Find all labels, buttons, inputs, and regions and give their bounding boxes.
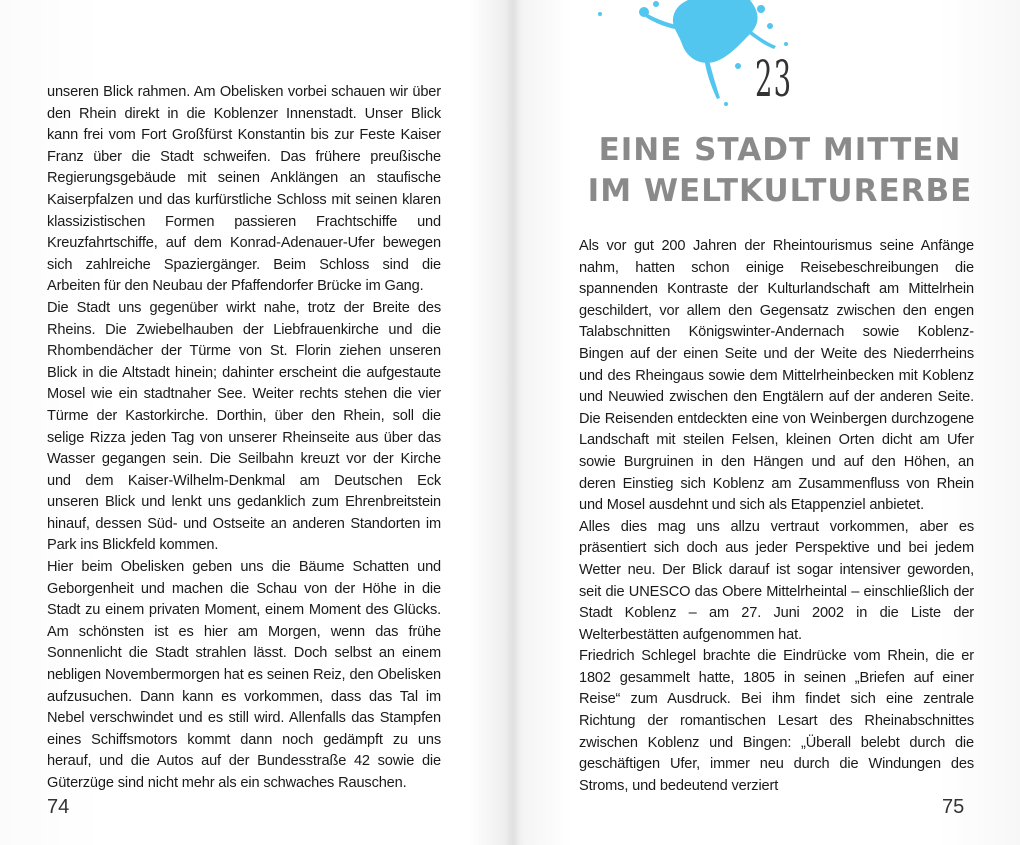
left-paragraph-3: Hier beim Obelisken geben uns die Bäume Schatten und Geborgenheit und machen die Schau von der Höhe in die Stadt zu einem privaten Moment, einem Moment des Glücks. Am schönsten ist es hier am Morgen, wenn das frühe Sonnenlicht die Stadt strahlen lässt. Doch selbst an einem nebligen Novembermorgen hat es seinen Reiz, den Obelisken aufzusuchen. Dann kann es vorkommen, dass das Tal im Nebel verschwindet und es still wird. Allenfalls das Stampfen eines Schiffsmotors kommt dann noch gedämpft zu uns herauf, und die Autos auf der Bundesstraße 42 sowie die Güterzüge sind nicht mehr als ein schwaches Rauschen. (47, 559, 441, 791)
right-page-number: 75 (942, 796, 965, 818)
left-page-number: 74 (47, 796, 70, 818)
left-paragraph-1: unseren Blick rahmen. Am Obelisken vorbei schauen wir über den Rhein direkt in die Koblenzer Innenstadt. Unser Blick kann frei vom Fort Großfürst Konstantin bis zur Feste Kaiser Franz über die Stadt schweifen. Das frühere preußische Regierungsgebäude mit seinen Anklängen an staufische Kaiserpfalzen und das kurfürstliche Schloss mit seinen klaren klassizistischen Formen passieren Frachtschiffe und Kreuzfahrtschiffe, auf dem Konrad-Adenauer-Ufer bewegen sich zahlreiche Spaziergänger. Beim Schloss sind die Arbeiten für den Neubau der Pfaffendorfer Brücke im Gang. (47, 84, 441, 295)
chapter-title-line-2: IM WELTKULTURERBE (587, 173, 973, 209)
book-gutter (505, 0, 525, 845)
left-page-text (47, 82, 441, 795)
right-paragraph-2: Alles dies mag uns allzu vertraut vorkommen, aber es präsentiert sich doch aus jeder Perspektive und bei jedem Wetter neu. Der Blick darauf ist sogar intensiver geworden, seit die UNESCO das Obere Mittelrheintal – einschließlich der Stadt Koblenz – am 27. Juni 2002 in die Liste der Welterbestätten aufgenommen hat. (579, 518, 974, 643)
right-paragraph-3: Friedrich Schlegel brachte die Eindrücke vom Rhein, die er 1802 gesammelt hatte, 1805 in seinen „Briefen auf einer Reise“ zum Ausdruck. Bei ihm findet sich eine zentrale Richtung der romantischen Lesart des Rheinabschnittes zwischen Koblenz und Bingen: „Überall belebt durch die geschäftigen Ufer, immer neu durch die Windungen des Stroms, und bedeutend verziert (579, 648, 974, 794)
left-paragraph-2: Die Stadt uns gegenüber wirkt nahe, trotz der Breite des Rheins. Die Zwiebelhauben der Liebfrauenkirche und die Rhombendächer der Türme von St. Florin ziehen unseren Blick in die Altstadt hinein; dahinter erscheint die aufgestaute Mosel wie ein stadtnaher See. Weiter rechts stehen die vier Türme der Kastorkirche. Dorthin, über den Rhein, soll die selige Rizza jeden Tag von unserer Rheinseite aus über das Wasser gegangen sein. Die Seilbahn kreuzt vor der Kirche und dem Kaiser-Wilhelm-Denkmal am Deutschen Eck unseren Blick und lenkt uns gedanklich zum Ehrenbreitstein hinauf, dessen Süd- und Ostseite an anderen Standorten im Park ins Blickfeld kommen. (47, 299, 441, 554)
right-page-text (579, 236, 974, 797)
chapter-title-line-1: EINE STADT MITTEN (598, 132, 962, 168)
right-paragraph-1: Als vor gut 200 Jahren der Rheintourismus seine Anfänge nahm, hatten schon einige Reisebeschreibungen die spannenden Kontraste der Kulturlandschaft am Mittelrhein geschildert, vor allem den Gegensatz zwischen den engen Talabschnitten Königswinter-Andernach sowie Koblenz-Bingen auf der einen Seite und der Weite des Niederrheins und des Rheingaus sowie dem Mittelrheinbecken mit Koblenz und Neuwied zwischen den Engtälern auf der anderen Seite. Die Reisenden entdeckten eine von Weinbergen durchzogene Landschaft mit steilen Felsen, kleinen Orten dicht am Ufer sowie Burgruinen in den Hängen und auf den Höhen, an deren Einstieg sich Koblenz am Zusammenfluss von Rhein und Mosel ausdehnt und sich als Etappenziel anbietet. (579, 238, 974, 514)
chapter-number: 23 (755, 50, 793, 108)
